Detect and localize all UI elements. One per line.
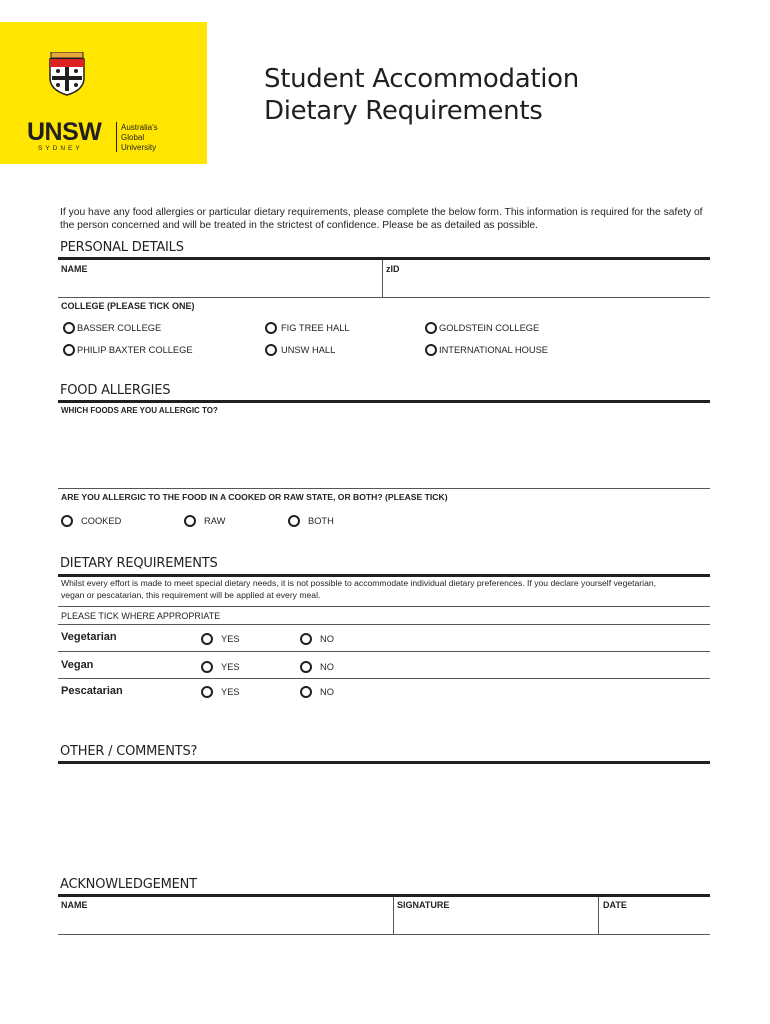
row-rule <box>58 934 710 935</box>
section-rule <box>58 574 710 577</box>
option-label: NO <box>320 687 334 697</box>
option-label: COOKED <box>81 516 122 526</box>
logo-divider <box>116 122 117 152</box>
unsw-crest-icon <box>48 52 86 96</box>
radio-icon[interactable] <box>63 322 75 334</box>
section-heading-dietary: DIETARY REQUIREMENTS <box>60 556 218 571</box>
college-option-basser[interactable] <box>63 322 161 334</box>
tick-instruction: PLEASE TICK WHERE APPROPRIATE <box>61 611 221 621</box>
radio-icon[interactable] <box>265 344 277 356</box>
logo-tagline-line: University <box>121 143 157 152</box>
vegan-yes-option[interactable] <box>201 661 240 673</box>
row-rule <box>58 624 710 625</box>
comments-field[interactable] <box>61 768 709 868</box>
section-rule <box>58 761 710 764</box>
field-divider <box>598 897 599 934</box>
radio-icon[interactable] <box>63 344 75 356</box>
college-option-goldstein[interactable] <box>425 322 539 334</box>
radio-icon[interactable] <box>201 661 213 673</box>
radio-icon[interactable] <box>300 633 312 645</box>
zid-label: zID <box>386 264 400 274</box>
diet-label-vegan: Vegan <box>61 659 94 671</box>
option-label: RAW <box>204 516 226 526</box>
document-title <box>264 63 579 127</box>
logo-wordmark: UNSW <box>27 118 102 146</box>
college-label: COLLEGE (PLEASE TICK ONE) <box>61 301 195 311</box>
radio-icon[interactable] <box>288 515 300 527</box>
unsw-logo <box>0 22 207 164</box>
vegan-no-option[interactable] <box>300 661 334 673</box>
section-rule <box>58 400 710 403</box>
radio-icon[interactable] <box>425 322 437 334</box>
option-label: GOLDSTEIN COLLEGE <box>439 323 540 333</box>
college-option-philip-baxter[interactable] <box>63 344 193 356</box>
logo-city: SYDNEY <box>38 145 83 152</box>
state-option-cooked[interactable] <box>61 515 121 527</box>
radio-icon[interactable] <box>300 686 312 698</box>
college-option-international-house[interactable] <box>425 344 548 356</box>
logo-tagline-line: Australia's <box>121 123 158 132</box>
diet-label-vegetarian: Vegetarian <box>61 631 117 643</box>
row-rule <box>58 606 710 607</box>
logo-tagline-line: Global <box>121 133 145 142</box>
diet-label-pescatarian: Pescatarian <box>61 685 123 697</box>
state-option-raw[interactable] <box>184 515 225 527</box>
date-field[interactable] <box>603 912 709 932</box>
radio-icon[interactable] <box>300 661 312 673</box>
radio-icon[interactable] <box>201 686 213 698</box>
section-heading-acknowledgement: ACKNOWLEDGEMENT <box>60 877 197 892</box>
ack-name-label: NAME <box>61 900 88 910</box>
field-divider <box>382 260 383 298</box>
row-rule <box>58 678 710 679</box>
radio-icon[interactable] <box>184 515 196 527</box>
option-label: PHILIP BAXTER COLLEGE <box>77 345 193 355</box>
vegetarian-no-option[interactable] <box>300 633 334 645</box>
pescatarian-no-option[interactable] <box>300 686 334 698</box>
section-heading-other: OTHER / COMMENTS? <box>60 744 198 759</box>
option-label: BASSER COLLEGE <box>77 323 162 333</box>
pescatarian-yes-option[interactable] <box>201 686 240 698</box>
which-foods-label: WHICH FOODS ARE YOU ALLERGIC TO? <box>61 406 218 415</box>
radio-icon[interactable] <box>61 515 73 527</box>
name-field[interactable] <box>61 276 381 296</box>
section-heading-allergies: FOOD ALLERGIES <box>60 383 171 398</box>
allergy-foods-field[interactable] <box>61 420 709 486</box>
option-label: NO <box>320 662 334 672</box>
option-label: YES <box>221 662 240 672</box>
radio-icon[interactable] <box>425 344 437 356</box>
signature-label: SIGNATURE <box>397 900 450 910</box>
zid-field[interactable] <box>386 276 708 296</box>
field-divider <box>393 897 394 934</box>
logo-tagline <box>121 123 158 153</box>
option-label: INTERNATIONAL HOUSE <box>439 345 548 355</box>
ack-name-field[interactable] <box>61 912 391 932</box>
option-label: YES <box>221 634 240 644</box>
intro-paragraph: If you have any food allergies or particular dietary requirements, please complete the below form. This information is required for the safety of the person concerned and will be treated in the strictest of confidence. Please be as detailed as possible. <box>60 207 703 231</box>
college-option-unsw-hall[interactable] <box>265 344 335 356</box>
section-rule <box>58 257 710 260</box>
title-line-2: Dietary Requirements <box>264 96 543 126</box>
radio-icon[interactable] <box>201 633 213 645</box>
option-label: NO <box>320 634 334 644</box>
option-label: BOTH <box>308 516 334 526</box>
row-rule <box>58 297 710 298</box>
option-label: YES <box>221 687 240 697</box>
row-rule <box>58 488 710 489</box>
name-label: NAME <box>61 264 88 274</box>
signature-field[interactable] <box>397 912 595 932</box>
section-heading-personal: PERSONAL DETAILS <box>60 240 184 255</box>
state-option-both[interactable] <box>288 515 334 527</box>
dietary-note: Whilst every effort is made to meet special dietary needs, it is not possible to accommodate individual dietary preferences. If you declare yourself vegetarian, vegan or pescatarian, this requirement will be applied at every meal. <box>61 578 657 600</box>
cooked-raw-label: ARE YOU ALLERGIC TO THE FOOD IN A COOKED OR RAW STATE, OR BOTH? (PLEASE TICK) <box>61 492 448 502</box>
row-rule <box>58 651 710 652</box>
option-label: FIG TREE HALL <box>281 323 350 333</box>
section-rule <box>58 894 710 897</box>
date-label: DATE <box>603 900 627 910</box>
option-label: UNSW HALL <box>281 345 336 355</box>
college-option-fig-tree[interactable] <box>265 322 350 334</box>
radio-icon[interactable] <box>265 322 277 334</box>
vegetarian-yes-option[interactable] <box>201 633 240 645</box>
title-line-1: Student Accommodation <box>264 64 579 94</box>
